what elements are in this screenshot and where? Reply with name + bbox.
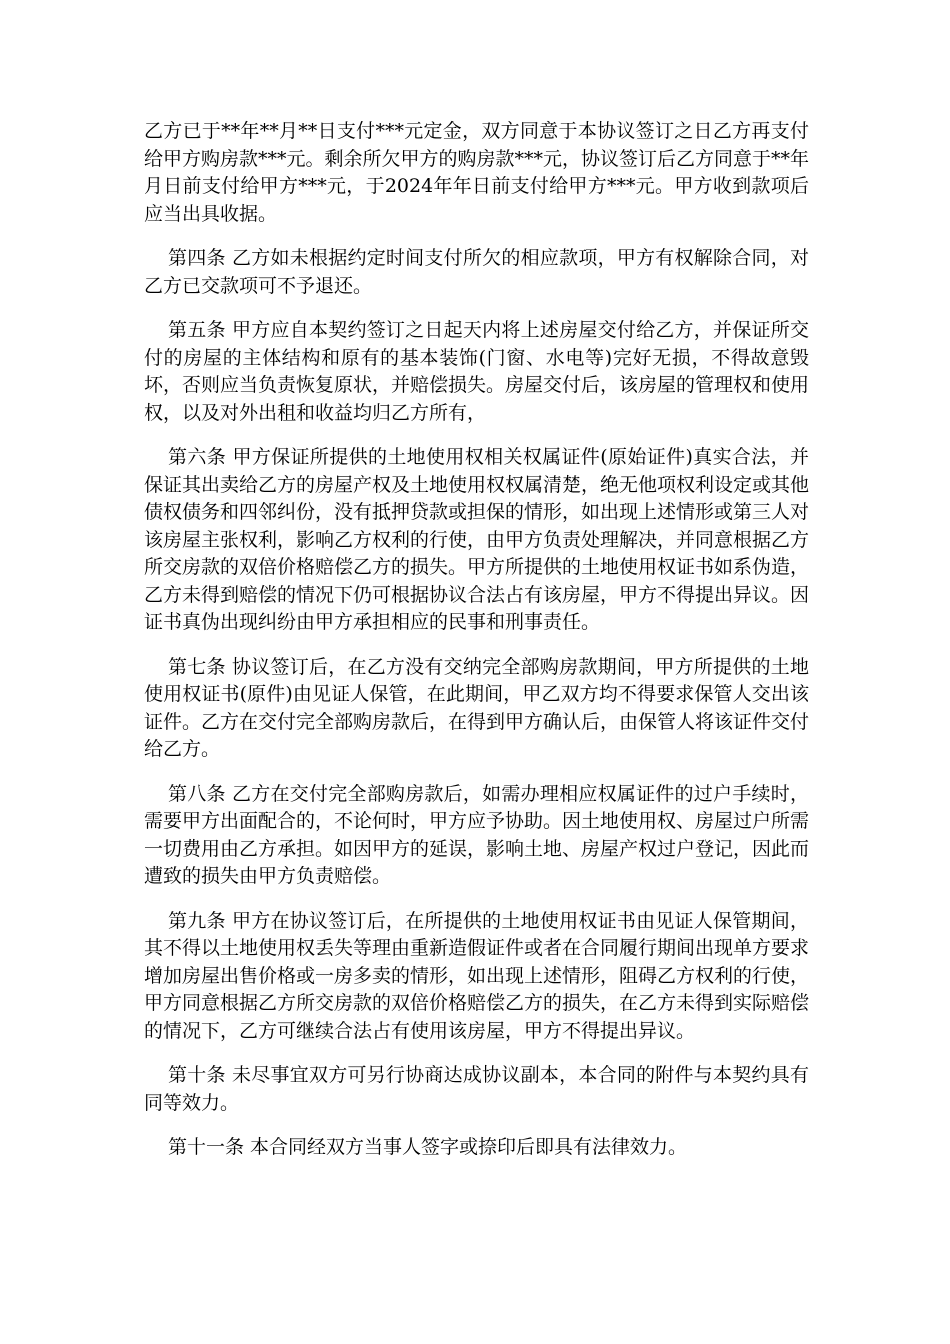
paragraph-clause-10: 第十条 未尽事宜双方可另行协商达成协议副本，本合同的附件与本契约具有同等效力。 <box>144 1064 809 1114</box>
paragraph-gap <box>144 637 809 654</box>
paragraph-clause-9: 第九条 甲方在协议签订后，在所提供的土地使用权证书由见证人保管期间，其不得以土地使用权丢失等理由重新造假证件或者在合同履行期间出现单方要求增加房屋出售价格或一房多卖的情形，如出现上述情形，阻碍乙方权利的行使，甲方同意根据乙方所交房款的双倍价格赔偿乙方的损失，在乙方未得到实际赔偿的情况下，乙方可继续合法占有使用该房屋，甲方不得提出异议。 <box>144 909 810 1042</box>
paragraph-clause-4: 第四条 乙方如未根据约定时间支付所欠的相应款项，甲方有权解除合同，对乙方已交款项可不予退还。 <box>144 247 809 297</box>
paragraph-clause-5: 第五条 甲方应自本契约签订之日起天内将上述房屋交付给乙方，并保证所交付的房屋的主体结构和原有的基本装饰(门窗、水电等)完好无损，不得故意毁坏，否则应当负责恢复原状，并赔偿损失。房屋交付后，该房屋的管理权和使用权，以及对外出租和收益均归乙方所有， <box>144 319 810 424</box>
paragraph-clause-3-continued: 乙方已于**年**月**日支付***元定金，双方同意于本协议签订之日乙方再支付给甲方购房款***元。剩余所欠甲方的购房款***元，协议签订后乙方同意于**年月日前支付给甲方***元，于2024年年日前支付给甲方***元。甲方收到款项后应当出具收据。 <box>144 120 810 225</box>
paragraph-clause-7: 第七条 协议签订后，在乙方没有交纳完全部购房款期间，甲方所提供的土地使用权证书(原件)由见证人保管，在此期间，甲乙双方均不得要求保管人交出该证件。乙方在交付完全部购房款后，在得到甲方确认后，由保管人将该证件交付给乙方。 <box>144 655 810 760</box>
paragraph-clause-8: 第八条 乙方在交付完全部购房款后，如需办理相应权属证件的过户手续时，需要甲方出面配合的，不论何时，甲方应予协助。因土地使用权、房屋过户所需一切费用由乙方承担。如因甲方的延误，影响土地、房屋产权过户登记，因此而遭致的损失由甲方负责赔偿。 <box>144 782 810 887</box>
paragraph-gap <box>144 228 809 245</box>
paragraph-gap <box>144 427 809 444</box>
paragraph-gap <box>144 1045 809 1062</box>
document-body <box>144 118 809 1162</box>
paragraph-clause-11: 第十一条 本合同经双方当事人签字或捺印后即具有法律效力。 <box>168 1136 688 1158</box>
paragraph-clause-6: 第六条 甲方保证所提供的土地使用权相关权属证件(原始证件)真实合法，并保证其出卖给乙方的房屋产权及土地使用权权属清楚，绝无他项权利设定或其他债权债务和四邻纠份，没有抵押贷款或担保的情形，如出现上述情形或第三人对该房屋主张权利，影响乙方权利的行使，由甲方负责处理解决，并同意根据乙方所交房款的双倍价格赔偿乙方的损失。甲方所提供的土地使用权证书如系伪造，乙方未得到赔偿的情况下仍可根据协议合法占有该房屋，甲方不得提出异议。因证书真伪出现纠纷由甲方承担相应的民事和刑事责任。 <box>144 446 810 633</box>
paragraph-gap <box>144 1117 809 1134</box>
paragraph-gap <box>144 891 809 908</box>
paragraph-gap <box>144 300 809 317</box>
paragraph-gap <box>144 764 809 781</box>
